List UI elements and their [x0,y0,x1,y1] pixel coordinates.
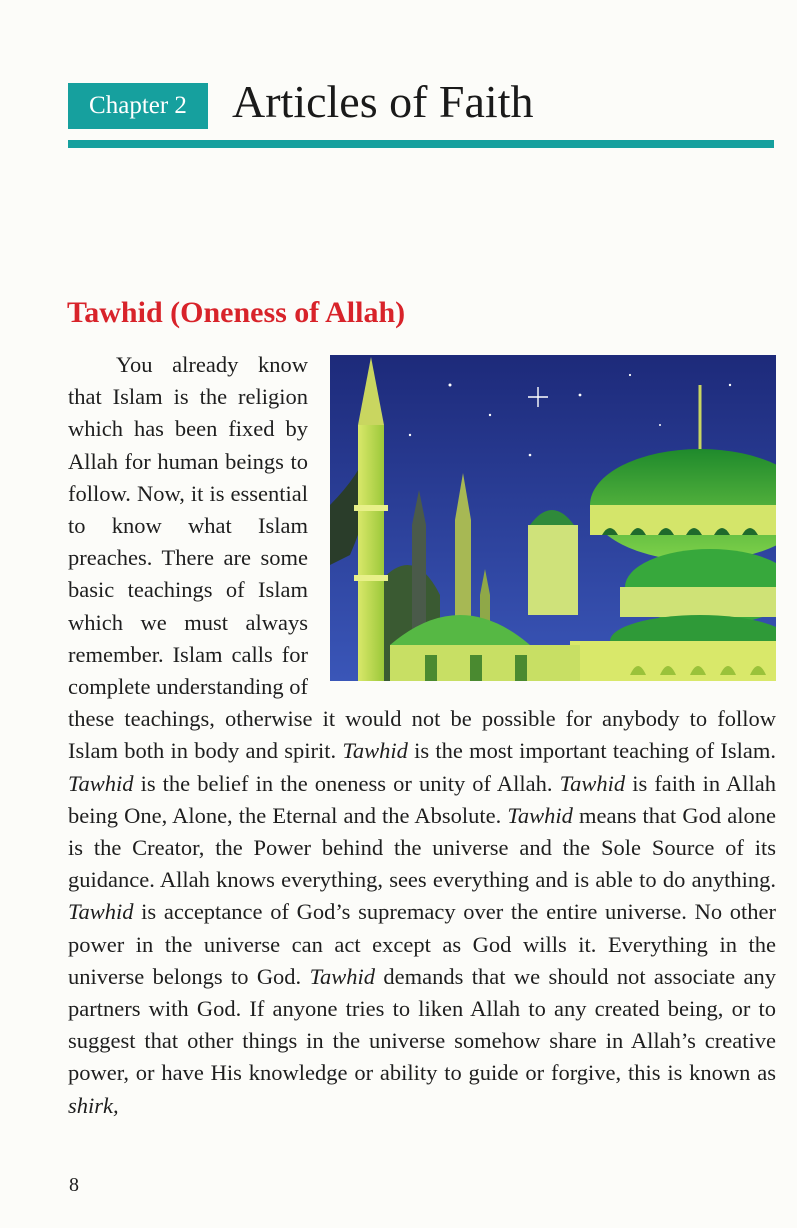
term-tawhid: Tawhid [559,770,626,796]
body-text [68,349,776,1122]
paragraph-intro: You already know that Islam is the religion which has been fixed by Allah for human beings to follow. Now, it is essential to know what Islam preaches. There are some basic teachings of Islam which we must always remember. Islam calls for complete understanding of these teachings, otherwise it would not be possible for anybody to follow Islam both in body and spirit. [68,352,776,764]
page-number: 8 [69,1174,79,1196]
term-shirk: shirk, [68,1092,119,1118]
sentence-3: is faith in Allah being One, Alone, the Eternal and the Absolute. [68,770,777,828]
term-tawhid: Tawhid [309,963,376,989]
sentence-1: is the most important teaching of Islam. [407,738,777,764]
sentence-2: is the belief in the oneness or unity of Allah. [133,770,560,796]
term-tawhid: Tawhid [507,802,573,828]
sentence-6: demands that we should not associate any partners with God. If anyone tries to liken Allah to any created being, or to suggest that other things in the universe somehow share in Allah’s creative power, or have His knowledge or ability to guide or forgive, this is known as [68,963,776,1086]
section-heading: Tawhid (Oneness of Allah) [67,296,406,329]
title-rule [68,140,774,148]
term-tawhid: Tawhid [342,738,408,764]
sentence-4: means that God alone is the Creator, the Power behind the universe and the Sole Source of its guidance. Allah knows everything, sees everything and is able to do anything. [68,802,776,893]
sentence-5: is acceptance of God’s supremacy over the entire universe. No other power in the universe can act except as God wills it. Everything in the universe belongs to God. [68,899,776,989]
chapter-badge: Chapter 2 [68,83,208,129]
chapter-title: Articles of Faith [232,76,534,127]
term-tawhid: Tawhid [68,770,134,796]
mosque-illustration [330,355,776,681]
term-tawhid: Tawhid [68,899,134,925]
